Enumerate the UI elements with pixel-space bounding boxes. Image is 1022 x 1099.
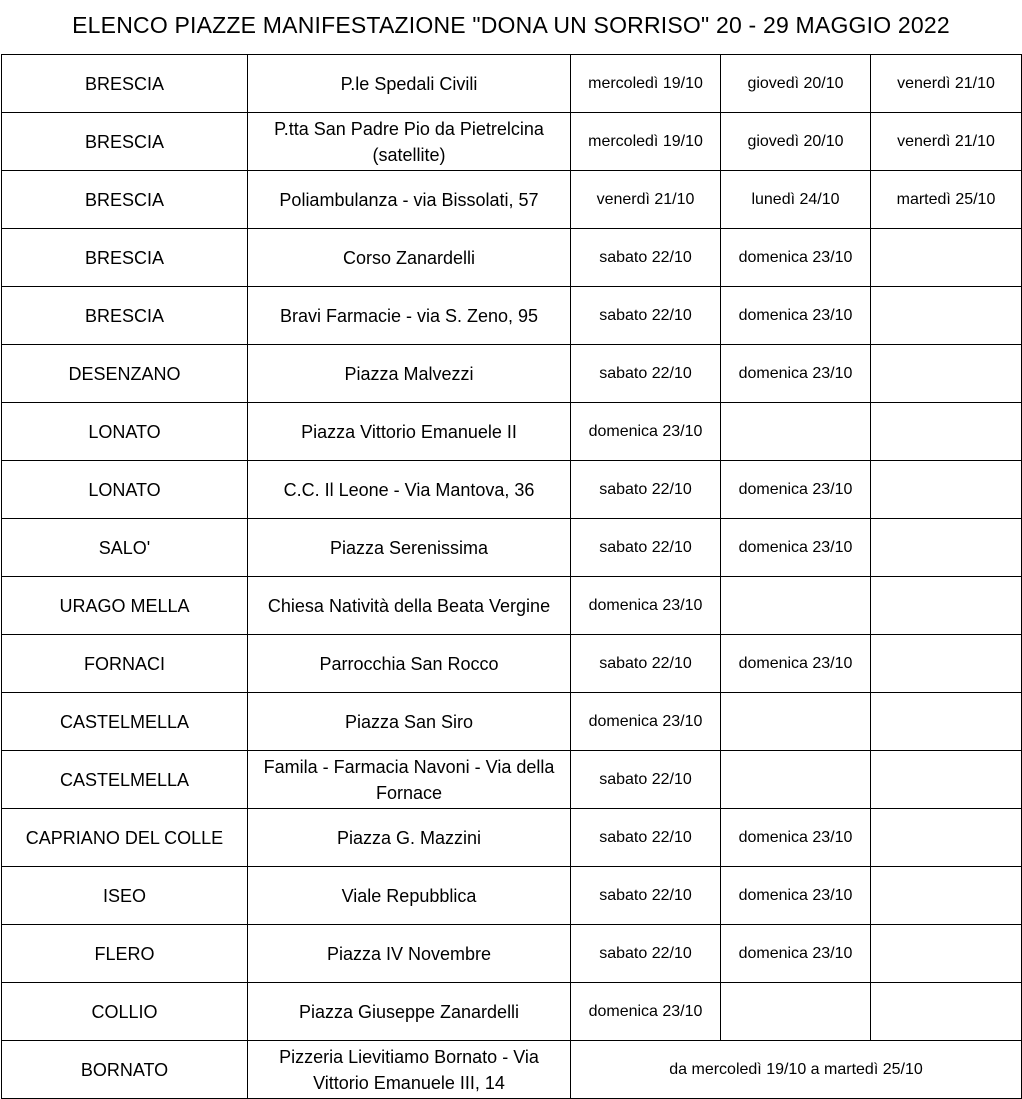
- date-cell-3: venerdì 21/10: [871, 55, 1022, 113]
- date-cell-1: mercoledì 19/10: [571, 113, 721, 171]
- place-cell: P.le Spedali Civili: [248, 55, 571, 113]
- date-cell-3: [871, 809, 1022, 867]
- date-cell-2: domenica 23/10: [721, 229, 871, 287]
- place-cell: Famila - Farmacia Navoni - Via della Fornace: [248, 751, 571, 809]
- table-row: [2, 171, 1022, 229]
- date-cell-2: [721, 983, 871, 1041]
- city-cell: CAPRIANO DEL COLLE: [2, 809, 248, 867]
- date-cell-1: venerdì 21/10: [571, 171, 721, 229]
- place-cell: Chiesa Natività della Beata Vergine: [248, 577, 571, 635]
- date-cell-1: domenica 23/10: [571, 577, 721, 635]
- date-cell-1: mercoledì 19/10: [571, 55, 721, 113]
- place-cell: Piazza IV Novembre: [248, 925, 571, 983]
- place-cell: Piazza San Siro: [248, 693, 571, 751]
- date-cell-2: [721, 403, 871, 461]
- date-cell-1: sabato 22/10: [571, 925, 721, 983]
- date-cell-3: [871, 403, 1022, 461]
- place-cell: Piazza Serenissima: [248, 519, 571, 577]
- date-cell-3: [871, 983, 1022, 1041]
- date-cell-3: [871, 751, 1022, 809]
- table-row: [2, 229, 1022, 287]
- city-cell: COLLIO: [2, 983, 248, 1041]
- table-row: [2, 287, 1022, 345]
- table-row-last: [2, 1041, 1022, 1099]
- place-cell: P.tta San Padre Pio da Pietrelcina (satellite): [248, 113, 571, 171]
- date-cell-2: domenica 23/10: [721, 519, 871, 577]
- city-cell: BRESCIA: [2, 55, 248, 113]
- city-cell: SALO': [2, 519, 248, 577]
- date-cell-2: domenica 23/10: [721, 461, 871, 519]
- date-cell-1: domenica 23/10: [571, 403, 721, 461]
- table-row: [2, 461, 1022, 519]
- date-cell-1: sabato 22/10: [571, 287, 721, 345]
- date-cell-3: [871, 577, 1022, 635]
- date-cell-2: domenica 23/10: [721, 345, 871, 403]
- table-row: [2, 577, 1022, 635]
- place-cell: Viale Repubblica: [248, 867, 571, 925]
- date-cell-2: [721, 693, 871, 751]
- date-cell-2: domenica 23/10: [721, 925, 871, 983]
- city-cell: BRESCIA: [2, 287, 248, 345]
- date-range-cell: da mercoledì 19/10 a martedì 25/10: [571, 1041, 1022, 1099]
- place-cell: Parrocchia San Rocco: [248, 635, 571, 693]
- date-cell-3: martedì 25/10: [871, 171, 1022, 229]
- date-cell-1: sabato 22/10: [571, 345, 721, 403]
- place-cell: Pizzeria Lievitiamo Bornato - Via Vittorio Emanuele III, 14: [248, 1041, 571, 1099]
- city-cell: CASTELMELLA: [2, 751, 248, 809]
- city-cell: LONATO: [2, 461, 248, 519]
- place-cell: Piazza Giuseppe Zanardelli: [248, 983, 571, 1041]
- date-cell-1: sabato 22/10: [571, 519, 721, 577]
- place-cell: Piazza Vittorio Emanuele II: [248, 403, 571, 461]
- date-cell-2: giovedì 20/10: [721, 113, 871, 171]
- date-cell-3: venerdì 21/10: [871, 113, 1022, 171]
- date-cell-3: [871, 345, 1022, 403]
- place-cell: Piazza Malvezzi: [248, 345, 571, 403]
- place-cell: Piazza G. Mazzini: [248, 809, 571, 867]
- date-cell-2: [721, 751, 871, 809]
- city-cell: BRESCIA: [2, 113, 248, 171]
- place-cell: Poliambulanza - via Bissolati, 57: [248, 171, 571, 229]
- place-cell: C.C. Il Leone - Via Mantova, 36: [248, 461, 571, 519]
- date-cell-1: sabato 22/10: [571, 867, 721, 925]
- city-cell: FLERO: [2, 925, 248, 983]
- locations-table: [1, 54, 1022, 1099]
- date-cell-1: sabato 22/10: [571, 635, 721, 693]
- table-row: [2, 751, 1022, 809]
- date-cell-3: [871, 693, 1022, 751]
- document-title: ELENCO PIAZZE MANIFESTAZIONE "DONA UN SORRISO" 20 - 29 MAGGIO 2022: [72, 11, 950, 38]
- date-cell-1: domenica 23/10: [571, 983, 721, 1041]
- table-row: [2, 403, 1022, 461]
- table-body: [2, 55, 1022, 1099]
- table-row: [2, 519, 1022, 577]
- date-cell-3: [871, 519, 1022, 577]
- date-cell-2: domenica 23/10: [721, 635, 871, 693]
- date-cell-1: sabato 22/10: [571, 751, 721, 809]
- place-cell: Bravi Farmacie - via S. Zeno, 95: [248, 287, 571, 345]
- city-cell: URAGO MELLA: [2, 577, 248, 635]
- date-cell-2: lunedì 24/10: [721, 171, 871, 229]
- date-cell-2: domenica 23/10: [721, 867, 871, 925]
- date-cell-1: sabato 22/10: [571, 229, 721, 287]
- date-cell-3: [871, 867, 1022, 925]
- table-row: [2, 925, 1022, 983]
- date-cell-1: sabato 22/10: [571, 461, 721, 519]
- city-cell: LONATO: [2, 403, 248, 461]
- date-cell-2: domenica 23/10: [721, 809, 871, 867]
- date-cell-2: [721, 577, 871, 635]
- place-cell: Corso Zanardelli: [248, 229, 571, 287]
- date-cell-2: giovedì 20/10: [721, 55, 871, 113]
- table-row: [2, 345, 1022, 403]
- table-row: [2, 635, 1022, 693]
- date-cell-3: [871, 287, 1022, 345]
- city-cell: ISEO: [2, 867, 248, 925]
- date-cell-2: domenica 23/10: [721, 287, 871, 345]
- date-cell-1: domenica 23/10: [571, 693, 721, 751]
- city-cell: FORNACI: [2, 635, 248, 693]
- table-row: [2, 867, 1022, 925]
- city-cell: CASTELMELLA: [2, 693, 248, 751]
- date-cell-3: [871, 461, 1022, 519]
- city-cell: BRESCIA: [2, 229, 248, 287]
- table-row: [2, 113, 1022, 171]
- table-row: [2, 809, 1022, 867]
- table-row: [2, 983, 1022, 1041]
- date-cell-3: [871, 925, 1022, 983]
- city-cell: BRESCIA: [2, 171, 248, 229]
- date-cell-3: [871, 229, 1022, 287]
- city-cell: DESENZANO: [2, 345, 248, 403]
- city-cell: BORNATO: [2, 1041, 248, 1099]
- date-cell-1: sabato 22/10: [571, 809, 721, 867]
- date-cell-3: [871, 635, 1022, 693]
- table-row: [2, 55, 1022, 113]
- table-row: [2, 693, 1022, 751]
